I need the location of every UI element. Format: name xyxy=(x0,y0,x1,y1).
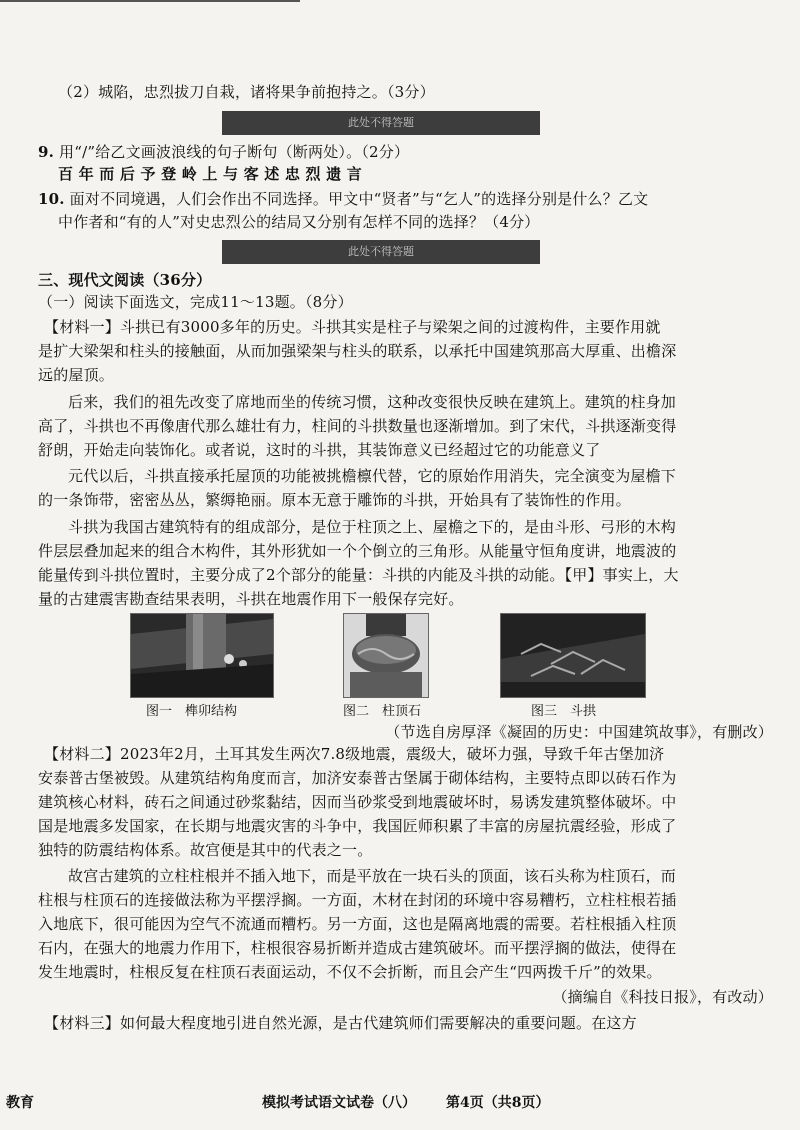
figure-bracket-set-photo xyxy=(500,613,646,698)
q10-number: 10. xyxy=(38,190,65,208)
material-2-source: （摘编自《科技日报》，有改动） xyxy=(552,988,773,1006)
q10-line2: 中作者和“有的人”对史忠烈公的结局又分别有怎样不同的选择？（4分） xyxy=(58,213,540,231)
m1-p3-l2: 的一条饰带，密密丛丛，繁缛艳丽。原本无意于雕饰的斗拱，开始具有了装饰性的作用。 xyxy=(38,491,631,509)
m1-p2-l1: 后来，我们的祖先改变了席地而坐的传统习惯，这种改变很快反映在建筑上。建筑的柱身加 xyxy=(68,393,677,411)
material-1-source: （节选自房厚泽《凝固的历史：中国建筑故事》，有删改） xyxy=(385,723,773,741)
m2-p1-l3: 建筑核心材料，砖石之间通过砂浆黏结，因而当砂浆受到地震破坏时，易诱发建筑整体破坏。中 xyxy=(38,793,677,811)
m1-p4-l3: 能量传到斗拱位置时，主要分成了2个部分的能量：斗拱的内能及斗拱的动能。【甲】事实上，大 xyxy=(38,566,679,584)
question-10 xyxy=(38,189,773,209)
figure-2-caption: 图二 柱顶石 xyxy=(343,704,422,719)
m1-p4-l4: 量的古建震害勘查结果表明，斗拱在地震作用下一般保存完好。 xyxy=(38,590,464,608)
m2-p2-l1: 故宫古建筑的立柱柱根并不插入地下，而是平放在一块石头的顶面，该石头称为柱顶石，而 xyxy=(68,867,677,885)
footer-publisher: 教育 xyxy=(6,1095,34,1111)
m1-p4-l1: 斗拱为我国古建筑特有的组成部分，是位于柱顶之上、屋檐之下的，是由斗形、弓形的木构 xyxy=(68,518,677,536)
m1-p3-l1: 元代以后，斗拱直接承托屋顶的功能被挑檐檩代替，它的原始作用消失，完全演变为屋檐下 xyxy=(68,467,677,485)
footer-page-number: 第4页（共8页） xyxy=(446,1095,550,1111)
m2-p1-l4: 国是地震多发国家，在长期与地震灾害的斗争中，我国匠师积累了丰富的房屋抗震经验，形成了 xyxy=(38,817,677,835)
figure-3-caption: 图三 斗拱 xyxy=(531,704,597,719)
m2-p1-l5: 独特的防震结构体系。故宫便是其中的代表之一。 xyxy=(38,841,373,859)
footer-exam-title: 模拟考试语文试卷（八） xyxy=(262,1095,416,1111)
m1-p4-l2: 件层层叠加起来的组合木构件，其外形犹如一个个倒立的三角形。从能量守恒角度讲，地震波的 xyxy=(38,542,677,560)
section-3-title: 三、现代文阅读（36分） xyxy=(38,271,212,289)
q9-number: 9. xyxy=(38,143,55,161)
no-answer-band-2: 此处不得答题 xyxy=(222,240,540,264)
m1-p1-l2: 是扩大梁架和柱头的接触面，从而加强梁架与柱头的联系，以承托中国建筑那高大厚重、出檐深 xyxy=(38,342,677,360)
m2-p2-l2: 柱根与柱顶石的连接做法称为平摆浮搁。一方面，木材在封闭的环境中容易糟朽，立柱柱根若插 xyxy=(38,891,677,909)
m2-p1-l2: 安泰普古堡被毁。从建筑结构角度而言，加济安泰普古堡属于砌体结构，主要特点即以砖石作为 xyxy=(38,769,677,787)
m2-p1-l1: 【材料二】2023年2月，土耳其发生两次7.8级地震，震级大，破坏力强，导致千年古堡加济 xyxy=(44,745,665,763)
q8-part2: （2）城陷，忠烈拔刀自栽，诸将果争前抱持之。（3分） xyxy=(58,83,435,101)
q9-text: 用“/”给乙文画波浪线的句子断句（断两处）。（2分） xyxy=(59,143,410,161)
q10-line1: 面对不同境遇，人们会作出不同选择。甲文中“贤者”与“乞人”的选择分别是什么？乙文 xyxy=(69,190,649,208)
question-9 xyxy=(38,142,773,162)
m1-p2-l2: 高了，斗拱也不再像唐代那么雄壮有力，柱间的斗拱数量也逐渐增加。到了宋代，斗拱逐渐变得 xyxy=(38,417,677,435)
section-3-sub: （一）阅读下面选文，完成11～13题。（8分） xyxy=(38,293,353,311)
figure-1-caption: 图一 榫卯结构 xyxy=(146,704,238,719)
m3-p1-l1: 【材料三】如何最大程度地引进自然光源，是古代建筑师们需要解决的重要问题。在这方 xyxy=(44,1014,637,1032)
figure-column-base-stone-photo xyxy=(343,613,429,698)
m1-p1-l3: 远的屋顶。 xyxy=(38,366,115,384)
m1-p2-l3: 舒朗，开始走向装饰化。或者说，这时的斗拱，其装饰意义已经超过它的功能意义了 xyxy=(38,441,601,459)
q9-sentence: 百 年 而 后 予 登 岭 上 与 客 述 忠 烈 遗 言 xyxy=(58,165,362,183)
m2-p2-l4: 石内，在强大的地震力作用下，柱根很容易折断并造成古建筑破坏。而平摆浮搁的做法，使得在 xyxy=(38,939,677,957)
top-rule xyxy=(0,0,300,2)
no-answer-band-1: 此处不得答题 xyxy=(222,111,540,135)
m2-p2-l5: 发生地震时，柱根反复在柱顶石表面运动，不仅不会折断，而且会产生“四两拨千斤”的效果。 xyxy=(38,963,662,981)
figure-mortise-tenon-photo xyxy=(130,613,274,698)
m1-p1-l1: 【材料一】斗拱已有3000多年的历史。斗拱其实是柱子与梁架之间的过渡构件，主要作用就 xyxy=(44,318,661,336)
m2-p2-l3: 入地底下，很可能因为空气不流通而糟朽。另一方面，这也是隔离地震的需要。若柱根插入柱顶 xyxy=(38,915,677,933)
